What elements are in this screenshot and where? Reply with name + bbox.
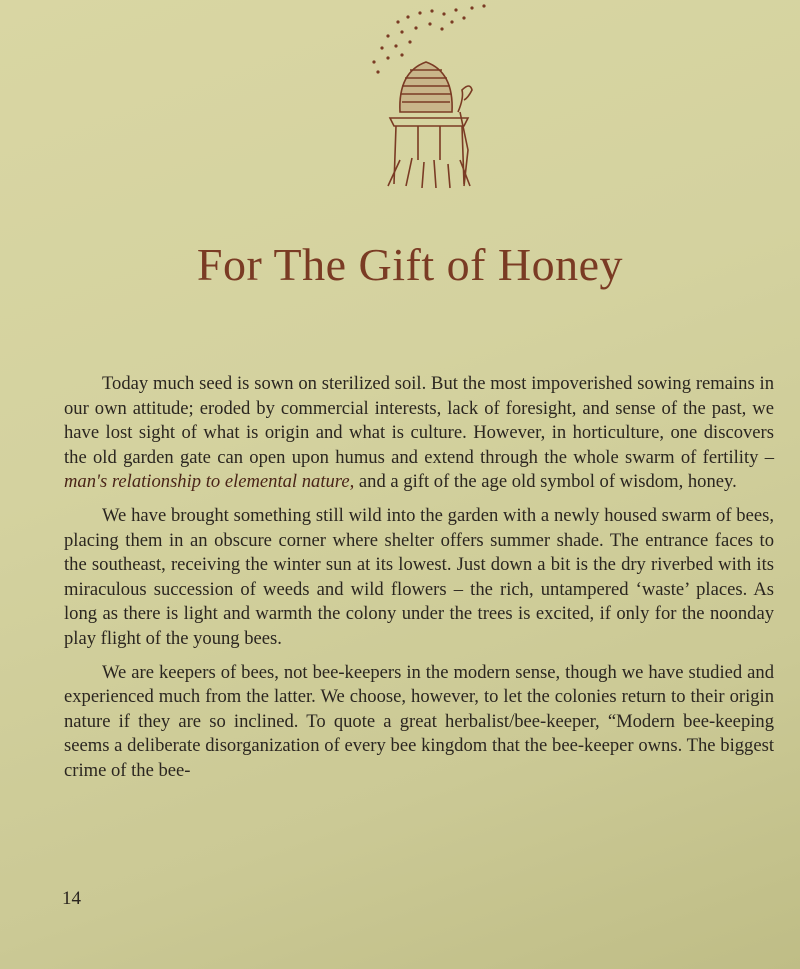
paragraph [64,372,774,495]
italic-phrase: man's relationship to elemental nature, [64,471,355,493]
paragraph-text: and a gift of the age old symbol of wisdom, honey. [354,471,737,493]
body-text [64,372,774,793]
paragraph: We have brought something still wild into the garden with a newly housed swarm of bees, placing them in an obscure corner where shelter offers summer shade. The entrance faces to the southeast, receiving the winter sun at its lowest. Just down a bit is the dry riverbed with its miraculous succession of weeds and wild flowers – the rich, untampered ‘waste’ places. As long as there is light and warmth the colony under the trees is excited, if only for the noonday play flight of the young bees. [64,504,774,649]
paragraph-text: Today much seed is sown on sterilized soil. But the most impoverished sowing remains in our own attitude; eroded by commercial interests, lack of foresight, and sense of the past, we have lost sight of what is origin and what is culture. However, in horticulture, one discovers the old garden gate can open upon humus and extend through the whole swarm of fertility – [64,373,774,468]
page-title: For The Gift of Honey [196,239,624,290]
paragraph: We are keepers of bees, not bee-keepers in the modern sense, though we have studied and experienced much from the latter. We choose, however, to let the colonies return to their origin nature if they are so inclined. To quote a great herbalist/bee-keeper, “Modern bee-keeping seems a deliberate disorganization of every bee kingdom that the bee-keeper owns. The biggest crime of the bee- [64,661,774,781]
beehive-skep-on-stand-with-bees-icon [360,0,510,200]
page-number: 14 [62,888,81,909]
